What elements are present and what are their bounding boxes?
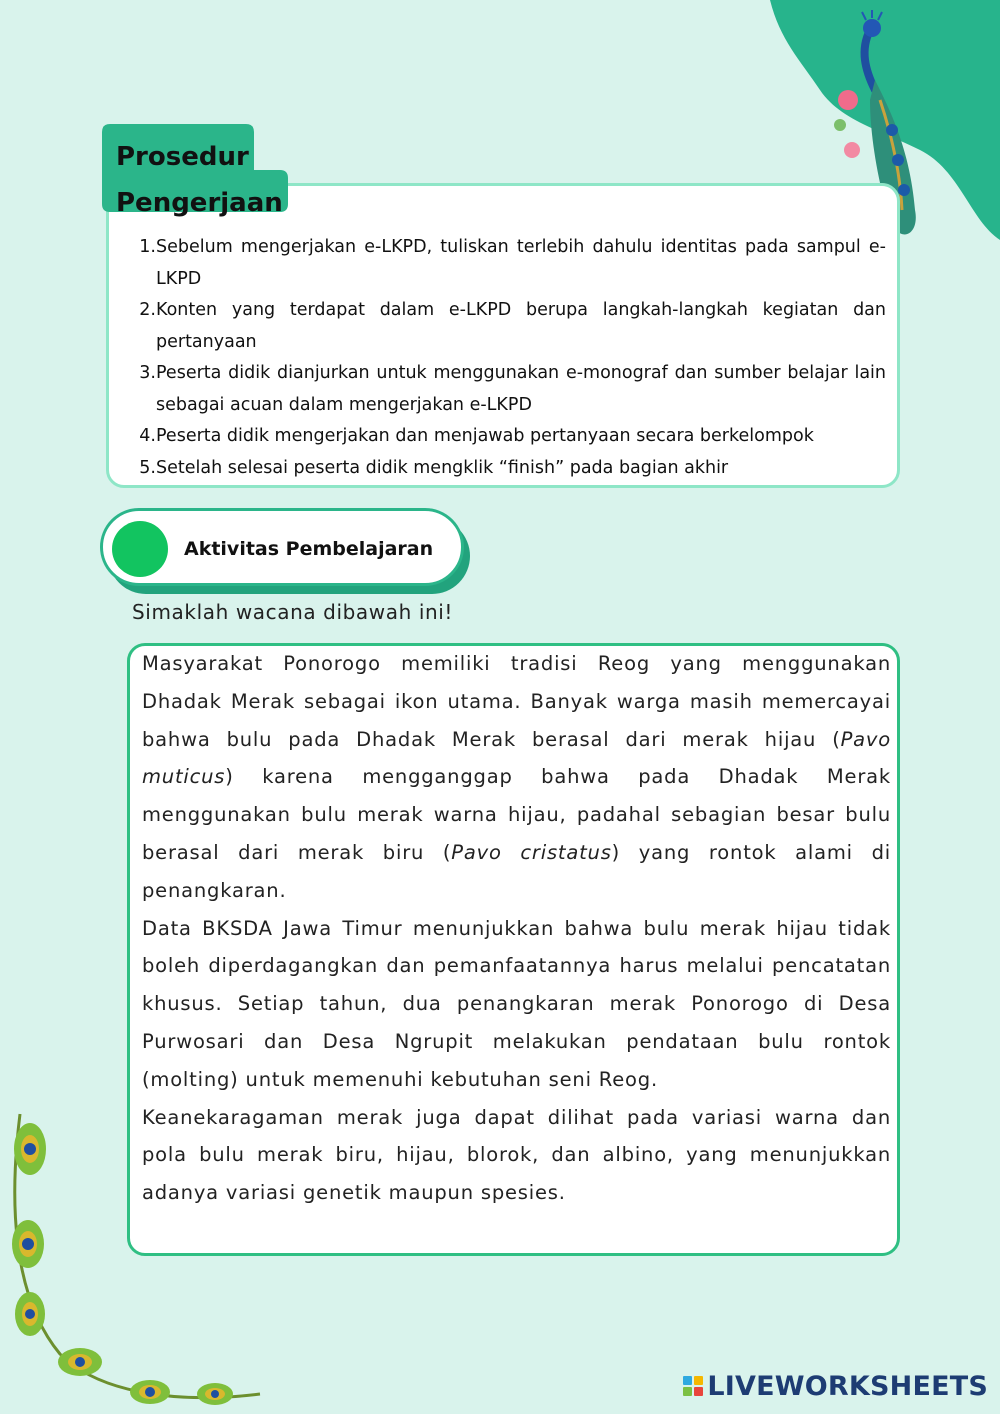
step-text: Sebelum mengerjakan e-LKPD, tuliskan terlebih dahulu identitas pada sampul e-LKPD: [156, 237, 886, 289]
procedure-steps: [134, 232, 886, 484]
species-name: Pavo muticus: [142, 727, 891, 789]
procedure-title: Prosedur Pengerjaan: [116, 142, 283, 218]
procedure-step: [134, 421, 886, 453]
step-number: 3.: [139, 363, 156, 383]
step-number: 4.: [139, 426, 156, 446]
reading-instruction: Simaklah wacana dibawah ini!: [132, 600, 454, 624]
liveworksheets-icon: [683, 1376, 703, 1396]
activity-title: Aktivitas Pembelajaran: [184, 538, 434, 560]
step-text: Setelah selesai peserta didik mengklik “finish” pada bagian akhir: [156, 457, 729, 478]
step-text: Konten yang terdapat dalam e-LKPD berupa langkah-langkah kegiatan dan pertanyaan: [156, 300, 886, 352]
reading-paragraph-3: Keanekaragaman merak juga dapat dilihat pada variasi warna dan pola bulu merak biru, hijau, blorok, dan albino, yang menunjukkan adanya variasi genetik maupun spesies.: [142, 1105, 891, 1205]
activity-bullet-icon: [112, 521, 168, 577]
liveworksheets-logo[interactable]: [683, 1368, 988, 1404]
reading-paragraph-1: Masyarakat Ponorogo memiliki tradisi Reog yang menggunakan Dhadak Merak sebagai ikon utama. Banyak warga masih memercayai bahwa bulu pada Dhadak Merak berasal dari merak hijau (Pavo muticus) karena mengganggap bahwa pada Dhadak Merak menggunakan bulu merak warna hijau, padahal sebagian besar bulu berasal dari merak biru (Pavo cristatus) yang rontok alami di penangkaran.: [142, 652, 892, 902]
reading-paragraph-2: Data BKSDA Jawa Timur menunjukkan bahwa bulu merak hijau tidak boleh diperdagangkan dan pemanfaatannya harus melalui pencatatan khusus. Setiap tahun, dua penangkaran merak Ponorogo di Desa Purwosari dan Desa Ngrupit melakukan pendataan bulu rontok (molting) untuk memenuhi kebutuhan seni Reog.: [142, 916, 891, 1091]
reading-passage: [142, 645, 891, 1212]
species-name: Pavo cristatus: [451, 840, 612, 864]
step-text: Peserta didik mengerjakan dan menjawab pertanyaan secara berkelompok: [156, 426, 814, 446]
step-number: 2.: [139, 300, 156, 320]
procedure-step: [134, 232, 886, 295]
procedure-step: [134, 295, 886, 358]
step-text: Peserta didik dianjurkan untuk menggunakan e-monograf dan sumber belajar lain sebagai acuan dalam mengerjakan e-LKPD: [156, 363, 886, 415]
step-number: 1.: [139, 237, 156, 257]
step-number: 5.: [139, 457, 156, 478]
procedure-step: [134, 358, 886, 421]
logo-text: LIVEWORKSHEETS: [707, 1370, 988, 1402]
procedure-step: [134, 453, 886, 485]
